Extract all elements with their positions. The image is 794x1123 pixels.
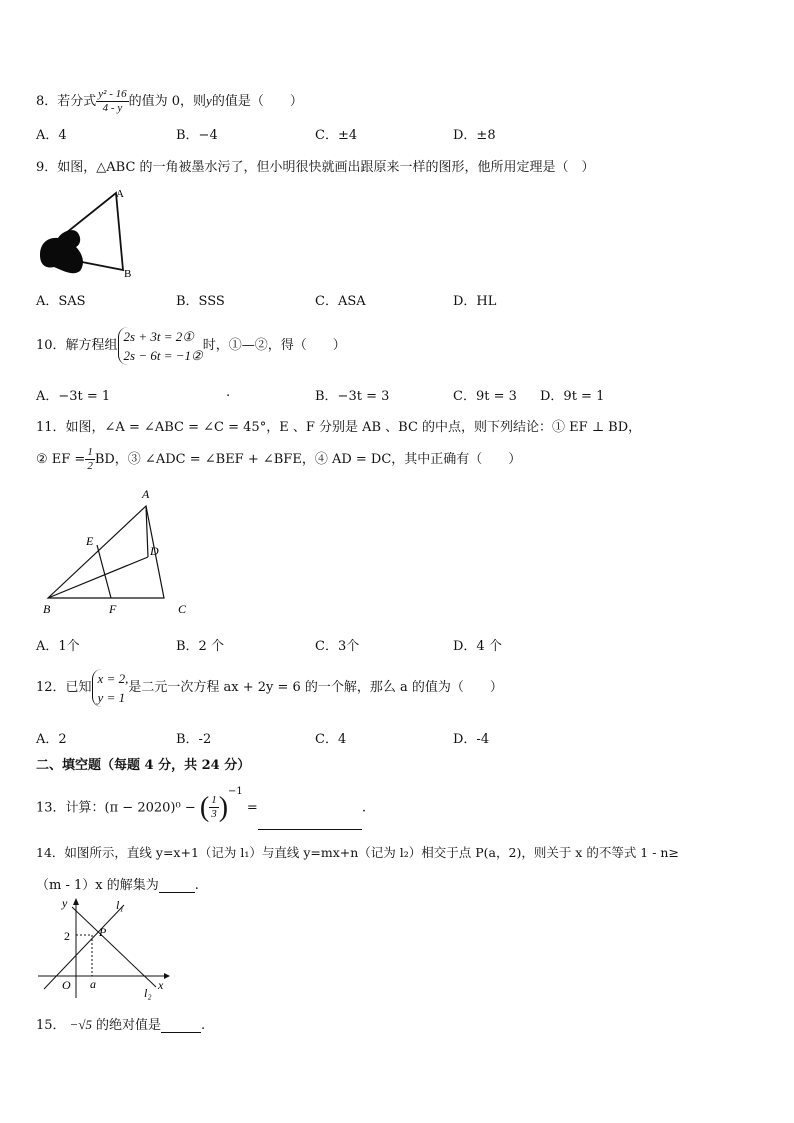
q11-denominator: 2 <box>87 460 93 472</box>
q9-triangle-figure <box>36 183 146 283</box>
q13-paren-left: ( <box>199 791 210 823</box>
q8-prefix: 8．若分式 <box>36 94 97 109</box>
q9-option-d[interactable]: D．HL <box>453 294 497 309</box>
q15-prefix: 15． <box>36 1018 66 1033</box>
q12-suffix: 是二元一次方程 ax + 2y = 6 的一个解，那么 a 的值为（ ） <box>128 680 503 695</box>
label-e: E <box>86 534 94 548</box>
label-l1: l₁ <box>116 898 124 912</box>
q15-expr: −√5 <box>69 1017 92 1032</box>
q12-option-a[interactable]: A．2 <box>36 732 67 747</box>
q8-fraction <box>96 88 128 115</box>
question-10 <box>36 324 346 368</box>
question-8 <box>36 84 303 118</box>
q13-paren-right: ) <box>218 791 229 823</box>
y-axis-arrow <box>73 898 79 905</box>
label-two: 2 <box>64 929 70 943</box>
section-2-title: 二、填空题（每题 4 分，共 24 分） <box>36 758 251 773</box>
label-a: a <box>90 977 96 991</box>
q15-suffix: 的绝对值是 <box>95 1018 161 1033</box>
question-9: 9．如图，△ABC 的一角被墨水污了，但小明很快就画出跟原来一样的图形，他所用定理是（ ） <box>36 160 595 175</box>
q10-option-a[interactable]: A．−3t = 1 <box>36 389 111 404</box>
q8-numerator: y² - 16 <box>98 88 127 100</box>
question-15 <box>36 1014 205 1033</box>
segment-ef <box>97 545 111 598</box>
q9-option-c[interactable]: C．ASA <box>315 294 366 309</box>
q13-answer-blank[interactable] <box>258 811 362 830</box>
q13-numerator: 1 <box>211 794 217 807</box>
q10-option-d[interactable]: D．9t = 1 <box>540 389 605 404</box>
q11-option-d[interactable]: D．4 个 <box>453 639 502 654</box>
q10-prefix: 10．解方程组 <box>36 338 118 353</box>
label-x: x <box>158 978 164 992</box>
label-c: C <box>178 602 187 616</box>
q8-option-a[interactable]: A．4 <box>36 128 67 143</box>
label-a: A <box>116 188 124 200</box>
label-p: P <box>99 925 107 939</box>
ink-blot <box>40 230 83 273</box>
q10-suffix: 时，①—②，得（ ） <box>202 338 346 353</box>
q8-suffix-a: 的值为 0，则 <box>128 94 207 109</box>
q11-triangle-figure <box>36 485 196 620</box>
q13-equals: = <box>246 800 258 816</box>
segment-bd <box>48 557 148 598</box>
q11-numerator: 1 <box>87 446 93 458</box>
question-11-line2 <box>36 440 521 480</box>
q15-answer-blank[interactable] <box>161 1017 201 1033</box>
q10-eq1: 2s + 3t = 2① <box>123 328 194 344</box>
question-12 <box>36 666 503 710</box>
q8-option-d[interactable]: D．±8 <box>453 128 496 143</box>
question-14-line2 <box>36 874 199 893</box>
q12-eq2: y = 1 <box>97 689 126 705</box>
q13-prefix: 13．计算：(π − 2020)⁰ − <box>36 800 196 816</box>
question-14-line1: 14．如图所示，直线 y=x+1（记为 l₁）与直线 y=mx+n（记为 l₂）相交于点 P(a，2)，则关于 x 的不等式 1 - n≥ <box>36 845 679 860</box>
q13-fraction <box>209 794 219 821</box>
question-11-line1: 11．如图，∠A = ∠ABC = ∠C = 45°，E 、F 分别是 AB 、BC 的中点，则下列结论：① EF ⊥ BD， <box>36 420 642 435</box>
question-13 <box>36 782 366 826</box>
q8-option-b[interactable]: B．−4 <box>176 128 218 143</box>
q12-option-b[interactable]: B．-2 <box>176 732 212 747</box>
q11-option-a[interactable]: A．1个 <box>36 639 80 654</box>
q12-option-d[interactable]: D．-4 <box>453 732 490 747</box>
q11-line2-b: BD，③ ∠ADC = ∠BEF + ∠BFE，④ AD = DC，其中正确有（ ） <box>94 452 522 467</box>
label-l2: l₂ <box>144 986 152 1000</box>
label-d: D <box>150 544 159 558</box>
label-o: O <box>62 978 71 992</box>
q14-end: . <box>194 878 199 893</box>
q10-eq2: 2s − 6t = −1② <box>123 347 203 363</box>
q11-line2-a: ② EF = <box>36 452 86 467</box>
label-f: F <box>109 602 117 616</box>
q11-option-b[interactable]: B．2 个 <box>176 639 224 654</box>
q11-fraction <box>85 446 95 473</box>
label-a: A <box>142 487 150 501</box>
q12-system <box>92 669 129 707</box>
q13-end: . <box>361 800 366 816</box>
q8-suffix-b: 的值是（ ） <box>211 94 303 109</box>
q8-var: y <box>206 93 212 108</box>
q13-exponent: −1 <box>228 786 243 797</box>
label-b: B <box>43 602 51 616</box>
q10-system <box>118 327 203 365</box>
q11-option-c[interactable]: C．3个 <box>315 639 360 654</box>
q10-option-c[interactable]: C．9t = 3 <box>453 389 517 404</box>
q9-option-b[interactable]: B．SSS <box>176 294 225 309</box>
q8-option-c[interactable]: C．±4 <box>315 128 358 143</box>
label-b: B <box>124 268 132 280</box>
q10-dot: . <box>226 385 231 400</box>
q14-line2-text: （m - 1）x 的解集为 <box>36 878 159 893</box>
q12-eq1: x = 2, <box>97 670 129 686</box>
x-axis-arrow <box>164 973 170 979</box>
label-y: y <box>62 896 68 910</box>
q14-graph-figure <box>36 893 176 1003</box>
q13-denominator: 3 <box>211 808 217 821</box>
q8-denominator: 4 - y <box>102 102 123 114</box>
q14-answer-blank[interactable] <box>159 877 195 893</box>
q12-prefix: 12．已知 <box>36 680 92 695</box>
q10-option-b[interactable]: B．−3t = 3 <box>315 389 390 404</box>
q12-option-c[interactable]: C．4 <box>315 732 347 747</box>
q15-end: . <box>200 1018 206 1033</box>
q9-option-a[interactable]: A．SAS <box>36 294 86 309</box>
